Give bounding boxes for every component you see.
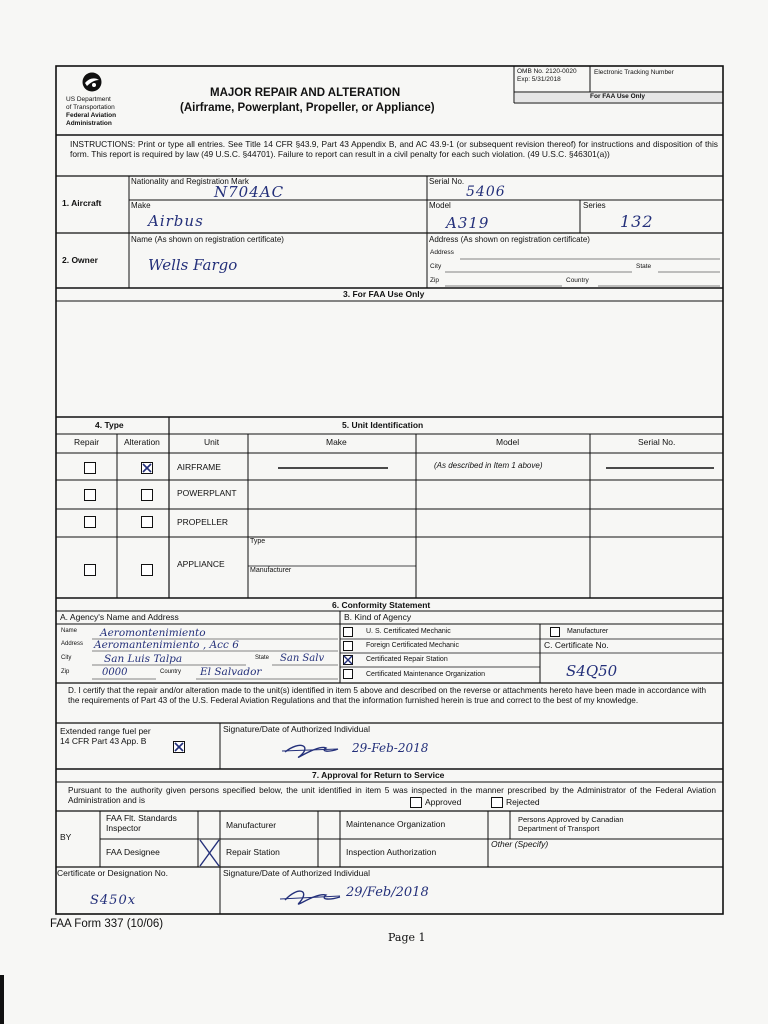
appliance-repair-checkbox[interactable] bbox=[84, 564, 96, 576]
check-x-icon bbox=[343, 655, 353, 665]
owner-country-field: Country bbox=[566, 277, 589, 284]
by-label: BY bbox=[60, 832, 72, 842]
make-column-label: Make bbox=[326, 437, 347, 447]
conformity-signature-date[interactable]: 29-Feb-2018 bbox=[352, 741, 429, 755]
dot-logo bbox=[82, 72, 102, 92]
owner-address-field: Address bbox=[430, 249, 454, 256]
other-specify-label: Other (Specify) bbox=[491, 839, 549, 849]
designation-value[interactable]: S450x bbox=[90, 893, 137, 908]
kind-us-mechanic: U. S. Certificated Mechanic bbox=[366, 628, 451, 635]
approved-checkbox[interactable] bbox=[410, 797, 422, 808]
nationality-value[interactable]: N704AC bbox=[214, 183, 285, 201]
conformity-section-label: 6. Conformity Statement bbox=[332, 600, 431, 610]
rejected-checkbox[interactable] bbox=[491, 797, 503, 808]
maint-org-checkbox[interactable] bbox=[343, 669, 353, 679]
appliance-type-label: Type bbox=[250, 538, 266, 545]
agency-country-field: Country bbox=[160, 669, 182, 675]
airframe-label: AIRFRAME bbox=[177, 462, 221, 472]
powerplant-label: POWERPLANT bbox=[177, 488, 237, 498]
approval-text: Pursuant to the authority given persons specified below, the unit identified in item 5 was inspected in the manner prescribed by the Administrator of the Federal Aviation Administration and is bbox=[68, 785, 716, 805]
type-section-label: 4. Type bbox=[95, 420, 124, 430]
agency-line-3: Federal Aviation bbox=[66, 112, 117, 119]
repair-column-label: Repair bbox=[74, 437, 100, 447]
model-column-label: Model bbox=[496, 437, 520, 447]
agency-name-label: A. Agency's Name and Address bbox=[60, 612, 179, 622]
faa-flt-label: FAA Flt. Standards Inspector bbox=[106, 813, 177, 834]
propeller-repair-checkbox[interactable] bbox=[84, 516, 96, 528]
form-number: FAA Form 337 (10/06) bbox=[50, 918, 164, 930]
appliance-label: APPLIANCE bbox=[177, 559, 225, 569]
faa-use-section-label: 3. For FAA Use Only bbox=[343, 289, 425, 299]
owner-name-value[interactable]: Wells Fargo bbox=[148, 256, 238, 274]
certificate-no-value[interactable]: S4Q50 bbox=[566, 662, 618, 680]
appliance-alteration-checkbox[interactable] bbox=[141, 564, 153, 576]
model-value[interactable]: A319 bbox=[446, 214, 490, 232]
appliance-manufacturer-label: Manufacturer bbox=[250, 567, 292, 574]
make-label: Make bbox=[131, 201, 151, 210]
foreign-mechanic-checkbox[interactable] bbox=[343, 641, 353, 651]
approval-section-label: 7. Approval for Return to Service bbox=[312, 770, 445, 780]
agency-line-1: US Department bbox=[66, 96, 111, 103]
serial-value[interactable]: 5406 bbox=[466, 184, 506, 200]
check-x-icon bbox=[173, 741, 185, 753]
approved-label: Approved bbox=[425, 797, 462, 807]
agency-state-field: State bbox=[255, 655, 270, 661]
form-title: MAJOR REPAIR AND ALTERATION bbox=[210, 87, 401, 99]
agency-state-value[interactable]: San Salv bbox=[280, 653, 325, 664]
agency-city-field: City bbox=[61, 655, 72, 661]
series-value[interactable]: 132 bbox=[620, 212, 654, 231]
certificate-no-label: C. Certificate No. bbox=[544, 640, 609, 650]
nationality-label: Nationality and Registration Mark bbox=[131, 177, 249, 186]
kind-of-agency-label: B. Kind of Agency bbox=[344, 612, 412, 622]
propeller-alteration-checkbox[interactable] bbox=[141, 516, 153, 528]
owner-zip-field: Zip bbox=[430, 277, 440, 284]
powerplant-alteration-checkbox[interactable] bbox=[141, 489, 153, 501]
agency-address-value[interactable]: Aeromantenimiento , Acc 6 bbox=[94, 639, 239, 651]
agency-address-field: Address bbox=[61, 641, 84, 647]
tracking-label: Electronic Tracking Number bbox=[594, 69, 674, 76]
inspection-auth-label: Inspection Authorization bbox=[346, 847, 437, 857]
form-subtitle: (Airframe, Powerplant, Propeller, or Appliance) bbox=[180, 102, 435, 114]
series-label: Series bbox=[583, 201, 606, 210]
statement-d: D. I certify that the repair and/or alteration made to the unit(s) identified in item 5 above and described on the reverse or attachments hereto have been made in accordance with the requirements of Part 43 of the U.S. Federal Aviation Regulations and that the information furnished herein is true and correct to the best of my knowledge. bbox=[68, 686, 707, 705]
approval-signature-date[interactable]: 29/Feb/2018 bbox=[346, 885, 429, 900]
kind-manufacturer: Manufacturer bbox=[567, 628, 609, 635]
faa-use-only-label: For FAA Use Only bbox=[590, 93, 646, 100]
manufacturer-label: Manufacturer bbox=[226, 820, 277, 830]
page-number: Page 1 bbox=[388, 931, 426, 944]
owner-state-field: State bbox=[636, 263, 652, 270]
agency-name-value[interactable]: Aeromontenimiento bbox=[100, 627, 206, 639]
rejected-label: Rejected bbox=[506, 797, 540, 807]
owner-address-label: Address (As shown on registration certificate) bbox=[429, 235, 590, 244]
model-label: Model bbox=[429, 201, 451, 210]
maint-org-label: Maintenance Organization bbox=[346, 819, 446, 829]
check-x-icon bbox=[141, 462, 153, 474]
conformity-signature-label: Signature/Date of Authorized Individual bbox=[223, 724, 370, 734]
repair-station-checkbox[interactable] bbox=[343, 655, 353, 665]
propeller-label: PROPELLER bbox=[177, 517, 229, 527]
airframe-model-note: (As described in Item 1 above) bbox=[434, 461, 543, 470]
faa-designee-label: FAA Designee bbox=[106, 847, 160, 857]
owner-city-field: City bbox=[430, 263, 442, 270]
agency-line-2: of Transportation bbox=[66, 104, 115, 111]
kind-foreign-mechanic: Foreign Certificated Mechanic bbox=[366, 642, 459, 649]
agency-zip-field: Zip bbox=[61, 669, 70, 675]
scan-edge-mark bbox=[0, 975, 4, 1024]
canadian-label: Persons Approved by Canadian Department of Transport bbox=[518, 815, 624, 833]
make-value[interactable]: Airbus bbox=[148, 212, 204, 230]
repair-station-label: Repair Station bbox=[226, 847, 280, 857]
powerplant-repair-checkbox[interactable] bbox=[84, 489, 96, 501]
owner-name-label: Name (As shown on registration certificate) bbox=[131, 235, 284, 244]
airframe-alteration-checkbox[interactable] bbox=[141, 462, 153, 474]
instructions-text: INSTRUCTIONS: Print or type all entries. See Title 14 CFR §43.9, Part 43 Appendix B, and AC 43.9-1 (or subsequent revision thereof) for instructions and disposition of this form. This report is required by law (49 U.S.C. §44701). Failure to report can result in a civil penalty for each such violation. (49 U.S.C. §46301(a)) bbox=[70, 139, 718, 160]
manufacturer-checkbox[interactable] bbox=[550, 627, 560, 637]
kind-maint-org: Certificated Maintenance Organization bbox=[366, 671, 486, 678]
agency-line-4: Administration bbox=[66, 120, 112, 127]
extended-range-label: Extended range fuel per 14 CFR Part 43 App. B bbox=[60, 726, 151, 747]
unit-section-label: 5. Unit Identification bbox=[342, 420, 424, 430]
designation-label: Certificate or Designation No. bbox=[57, 868, 169, 878]
owner-section-label: 2. Owner bbox=[62, 255, 98, 265]
approval-signature-label: Signature/Date of Authorized Individual bbox=[223, 868, 370, 878]
aircraft-section-label: 1. Aircraft bbox=[62, 198, 102, 208]
us-mechanic-checkbox[interactable] bbox=[343, 627, 353, 637]
agency-city-value[interactable]: San Luis Talpa bbox=[104, 653, 183, 665]
agency-name-field: Name bbox=[61, 628, 78, 634]
alteration-column-label: Alteration bbox=[124, 437, 160, 447]
unit-column-label: Unit bbox=[204, 437, 220, 447]
serial-label: Serial No. bbox=[429, 177, 465, 186]
airframe-repair-checkbox[interactable] bbox=[84, 462, 96, 474]
serial-column-label: Serial No. bbox=[638, 437, 676, 447]
omb-expiration: Exp: 5/31/2018 bbox=[517, 76, 561, 83]
agency-zip-value[interactable]: 0000 bbox=[102, 667, 128, 678]
omb-number: OMB No. 2120-0020 bbox=[517, 68, 577, 75]
kind-repair-station: Certificated Repair Station bbox=[366, 656, 448, 663]
agency-country-value[interactable]: El Salvador bbox=[200, 666, 262, 678]
extended-range-checkbox[interactable] bbox=[173, 741, 185, 753]
